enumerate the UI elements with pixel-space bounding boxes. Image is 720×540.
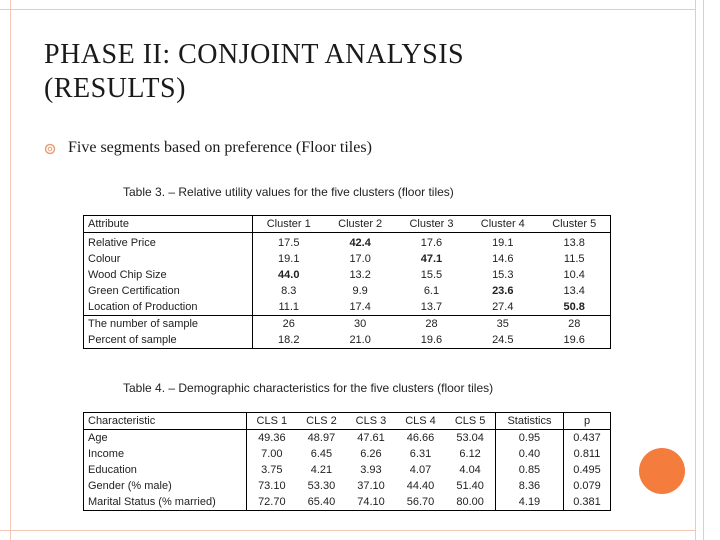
table4-cell: 53.30 bbox=[307, 480, 336, 492]
table4-header-p: p bbox=[583, 415, 591, 427]
table3-cell: 17.4 bbox=[349, 301, 371, 313]
top-border-line bbox=[0, 9, 696, 10]
table4-cell: 65.40 bbox=[307, 496, 336, 508]
table4-cell: 48.97 bbox=[307, 432, 336, 444]
table3-cell: The number of sample bbox=[84, 316, 253, 333]
table4-cell: 37.10 bbox=[357, 480, 385, 492]
table3-cell: 18.2 bbox=[278, 334, 300, 346]
table4-cell: 0.85 bbox=[495, 462, 563, 478]
bottom-border-line bbox=[0, 530, 696, 531]
table4-cell: 4.19 bbox=[495, 494, 563, 511]
table3-cell: Wood Chip Size bbox=[84, 267, 253, 283]
table4-cell: Education bbox=[84, 462, 247, 478]
table3-cell: 6.1 bbox=[423, 285, 440, 297]
table4-cell: 7.00 bbox=[261, 448, 283, 460]
table3-cell: 14.6 bbox=[492, 253, 514, 265]
table3-cell: 11.5 bbox=[563, 253, 585, 265]
table4-header-cls1: CLS 1 bbox=[256, 415, 288, 427]
table4-cell: 53.04 bbox=[445, 430, 495, 447]
table3-cell: 9.9 bbox=[352, 285, 368, 297]
table3-cell: 44.0 bbox=[278, 269, 300, 281]
table4-cell: 0.811 bbox=[573, 448, 601, 460]
table3-cell: 19.1 bbox=[278, 253, 300, 265]
table-row bbox=[84, 462, 611, 478]
table4-cell: 6.31 bbox=[409, 448, 432, 460]
table-row bbox=[84, 430, 611, 447]
table3-header-cluster1: Cluster 1 bbox=[266, 218, 311, 230]
table3-cell: 28 bbox=[396, 316, 467, 333]
table3-cell: 47.1 bbox=[420, 253, 443, 265]
table3-cell: 27.4 bbox=[492, 301, 514, 313]
table4-header-cls5: CLS 5 bbox=[445, 413, 495, 430]
table4-header-characteristic: Characteristic bbox=[84, 413, 247, 430]
table4-cell: 51.40 bbox=[445, 478, 495, 494]
title-line-2: (RESULTS) bbox=[44, 73, 186, 104]
table3-caption: Table 3. – Relative utility values for the five clusters (floor tiles) bbox=[123, 185, 454, 199]
table4-cell: 4.04 bbox=[445, 462, 495, 478]
table3-header-cluster5: Cluster 5 bbox=[552, 218, 597, 230]
table3-cell: 30 bbox=[325, 316, 396, 333]
table4-cell: 0.495 bbox=[573, 464, 601, 476]
table4-header-cls2: CLS 2 bbox=[306, 415, 337, 427]
table4-cell: 0.437 bbox=[573, 432, 601, 444]
table-row bbox=[84, 446, 611, 462]
table3-header-cluster3: Cluster 3 bbox=[409, 218, 454, 230]
table3-header-cluster4: Cluster 4 bbox=[480, 218, 525, 230]
table4-cell: 56.70 bbox=[406, 496, 435, 508]
table4-cell: 8.36 bbox=[495, 478, 563, 494]
table3-cell: Colour bbox=[84, 251, 253, 267]
table3-cell: 26 bbox=[253, 316, 325, 333]
table3 bbox=[83, 215, 611, 349]
decorative-orange-circle bbox=[639, 448, 685, 494]
table-row bbox=[84, 494, 611, 511]
table4-cell: 49.36 bbox=[258, 432, 286, 444]
table4-cell: 80.00 bbox=[445, 494, 495, 511]
table3-cell: 35 bbox=[467, 316, 538, 333]
bullet-item bbox=[44, 139, 372, 157]
table4-cell: 74.10 bbox=[357, 496, 385, 508]
table3-cell: 17.0 bbox=[349, 253, 371, 265]
table3-cell: Relative Price bbox=[84, 233, 253, 252]
table3-cell: 21.0 bbox=[349, 334, 371, 346]
table-row bbox=[84, 316, 611, 333]
table3-cell: 50.8 bbox=[563, 301, 585, 313]
table3-cell: 19.1 bbox=[492, 237, 514, 249]
table3-cell: 13.7 bbox=[420, 301, 443, 313]
table4-cell: 0.95 bbox=[495, 430, 563, 447]
table4-cell: 72.70 bbox=[258, 496, 286, 508]
right-border-line-inner bbox=[703, 0, 704, 540]
table4-cell: Age bbox=[84, 430, 247, 447]
table3-cell: 13.2 bbox=[349, 269, 371, 281]
table-row bbox=[84, 332, 611, 349]
circle-bullet-icon bbox=[44, 142, 56, 154]
table4-cell: 0.079 bbox=[573, 480, 601, 492]
table4-cell: 46.66 bbox=[406, 432, 435, 444]
table4-cell: 3.93 bbox=[360, 464, 382, 476]
right-border-line-outer bbox=[695, 0, 696, 540]
slide-title bbox=[44, 38, 644, 106]
table3-cell: 15.3 bbox=[492, 269, 514, 281]
table3-cell: 17.6 bbox=[420, 237, 443, 249]
table3-header-attribute: Attribute bbox=[84, 216, 253, 233]
table-row bbox=[84, 251, 611, 267]
table4-header-row bbox=[84, 413, 611, 430]
table3-cell: 19.6 bbox=[563, 334, 585, 346]
table4-caption: Table 4. – Demographic characteristics for the five clusters (floor tiles) bbox=[123, 381, 494, 395]
table3-cell: 19.6 bbox=[420, 334, 443, 346]
table-row bbox=[84, 478, 611, 494]
table4-cell: 73.10 bbox=[258, 480, 286, 492]
table3-cell: 17.5 bbox=[278, 237, 300, 249]
table3-cell: Location of Production bbox=[84, 299, 253, 316]
table4-header-statistics: Statistics bbox=[495, 413, 563, 430]
table3-cell: 24.5 bbox=[492, 334, 514, 346]
table3-cell: Green Certification bbox=[84, 283, 253, 299]
table4-header-cls4: CLS 4 bbox=[405, 415, 436, 427]
table-row bbox=[84, 267, 611, 283]
table4-cell: 4.21 bbox=[310, 464, 333, 476]
table4 bbox=[83, 412, 611, 511]
table4-cell: 6.45 bbox=[310, 448, 333, 460]
table4-cell: Gender (% male) bbox=[84, 478, 247, 494]
table3-cell: 28 bbox=[538, 316, 610, 333]
table4-cell: 6.26 bbox=[360, 448, 382, 460]
table3-header-row bbox=[84, 216, 611, 233]
table4-cell: 3.75 bbox=[261, 464, 283, 476]
table4-cell: 0.381 bbox=[573, 496, 601, 508]
table3-cell: 13.4 bbox=[563, 285, 585, 297]
table3-cell: Percent of sample bbox=[84, 332, 253, 349]
table-row bbox=[84, 233, 611, 252]
table4-cell: 4.07 bbox=[409, 464, 432, 476]
table4-header-cls3: CLS 3 bbox=[355, 415, 387, 427]
table3-cell: 11.1 bbox=[278, 301, 300, 313]
table3-cell: 10.4 bbox=[563, 269, 585, 281]
table3-cell: 42.4 bbox=[349, 237, 371, 249]
title-line-1: PHASE II: CONJOINT ANALYSIS bbox=[44, 39, 465, 70]
table-row bbox=[84, 283, 611, 299]
table4-cell: 6.12 bbox=[445, 446, 495, 462]
table4-cell: 47.61 bbox=[357, 432, 385, 444]
table4-cell: Income bbox=[84, 446, 247, 462]
table3-cell: 23.6 bbox=[492, 285, 514, 297]
table3-cell: 8.3 bbox=[281, 285, 297, 297]
table-row bbox=[84, 299, 611, 316]
table4-cell: Marital Status (% married) bbox=[84, 494, 247, 511]
bullet-text: Five segments based on preference (Floor tiles) bbox=[68, 139, 372, 156]
table4-cell: 0.40 bbox=[495, 446, 563, 462]
table3-header-cluster2: Cluster 2 bbox=[338, 218, 383, 230]
table3-cell: 15.5 bbox=[420, 269, 443, 281]
left-border-line bbox=[10, 0, 11, 540]
table4-cell: 44.40 bbox=[406, 480, 435, 492]
table3-cell: 13.8 bbox=[563, 237, 585, 249]
